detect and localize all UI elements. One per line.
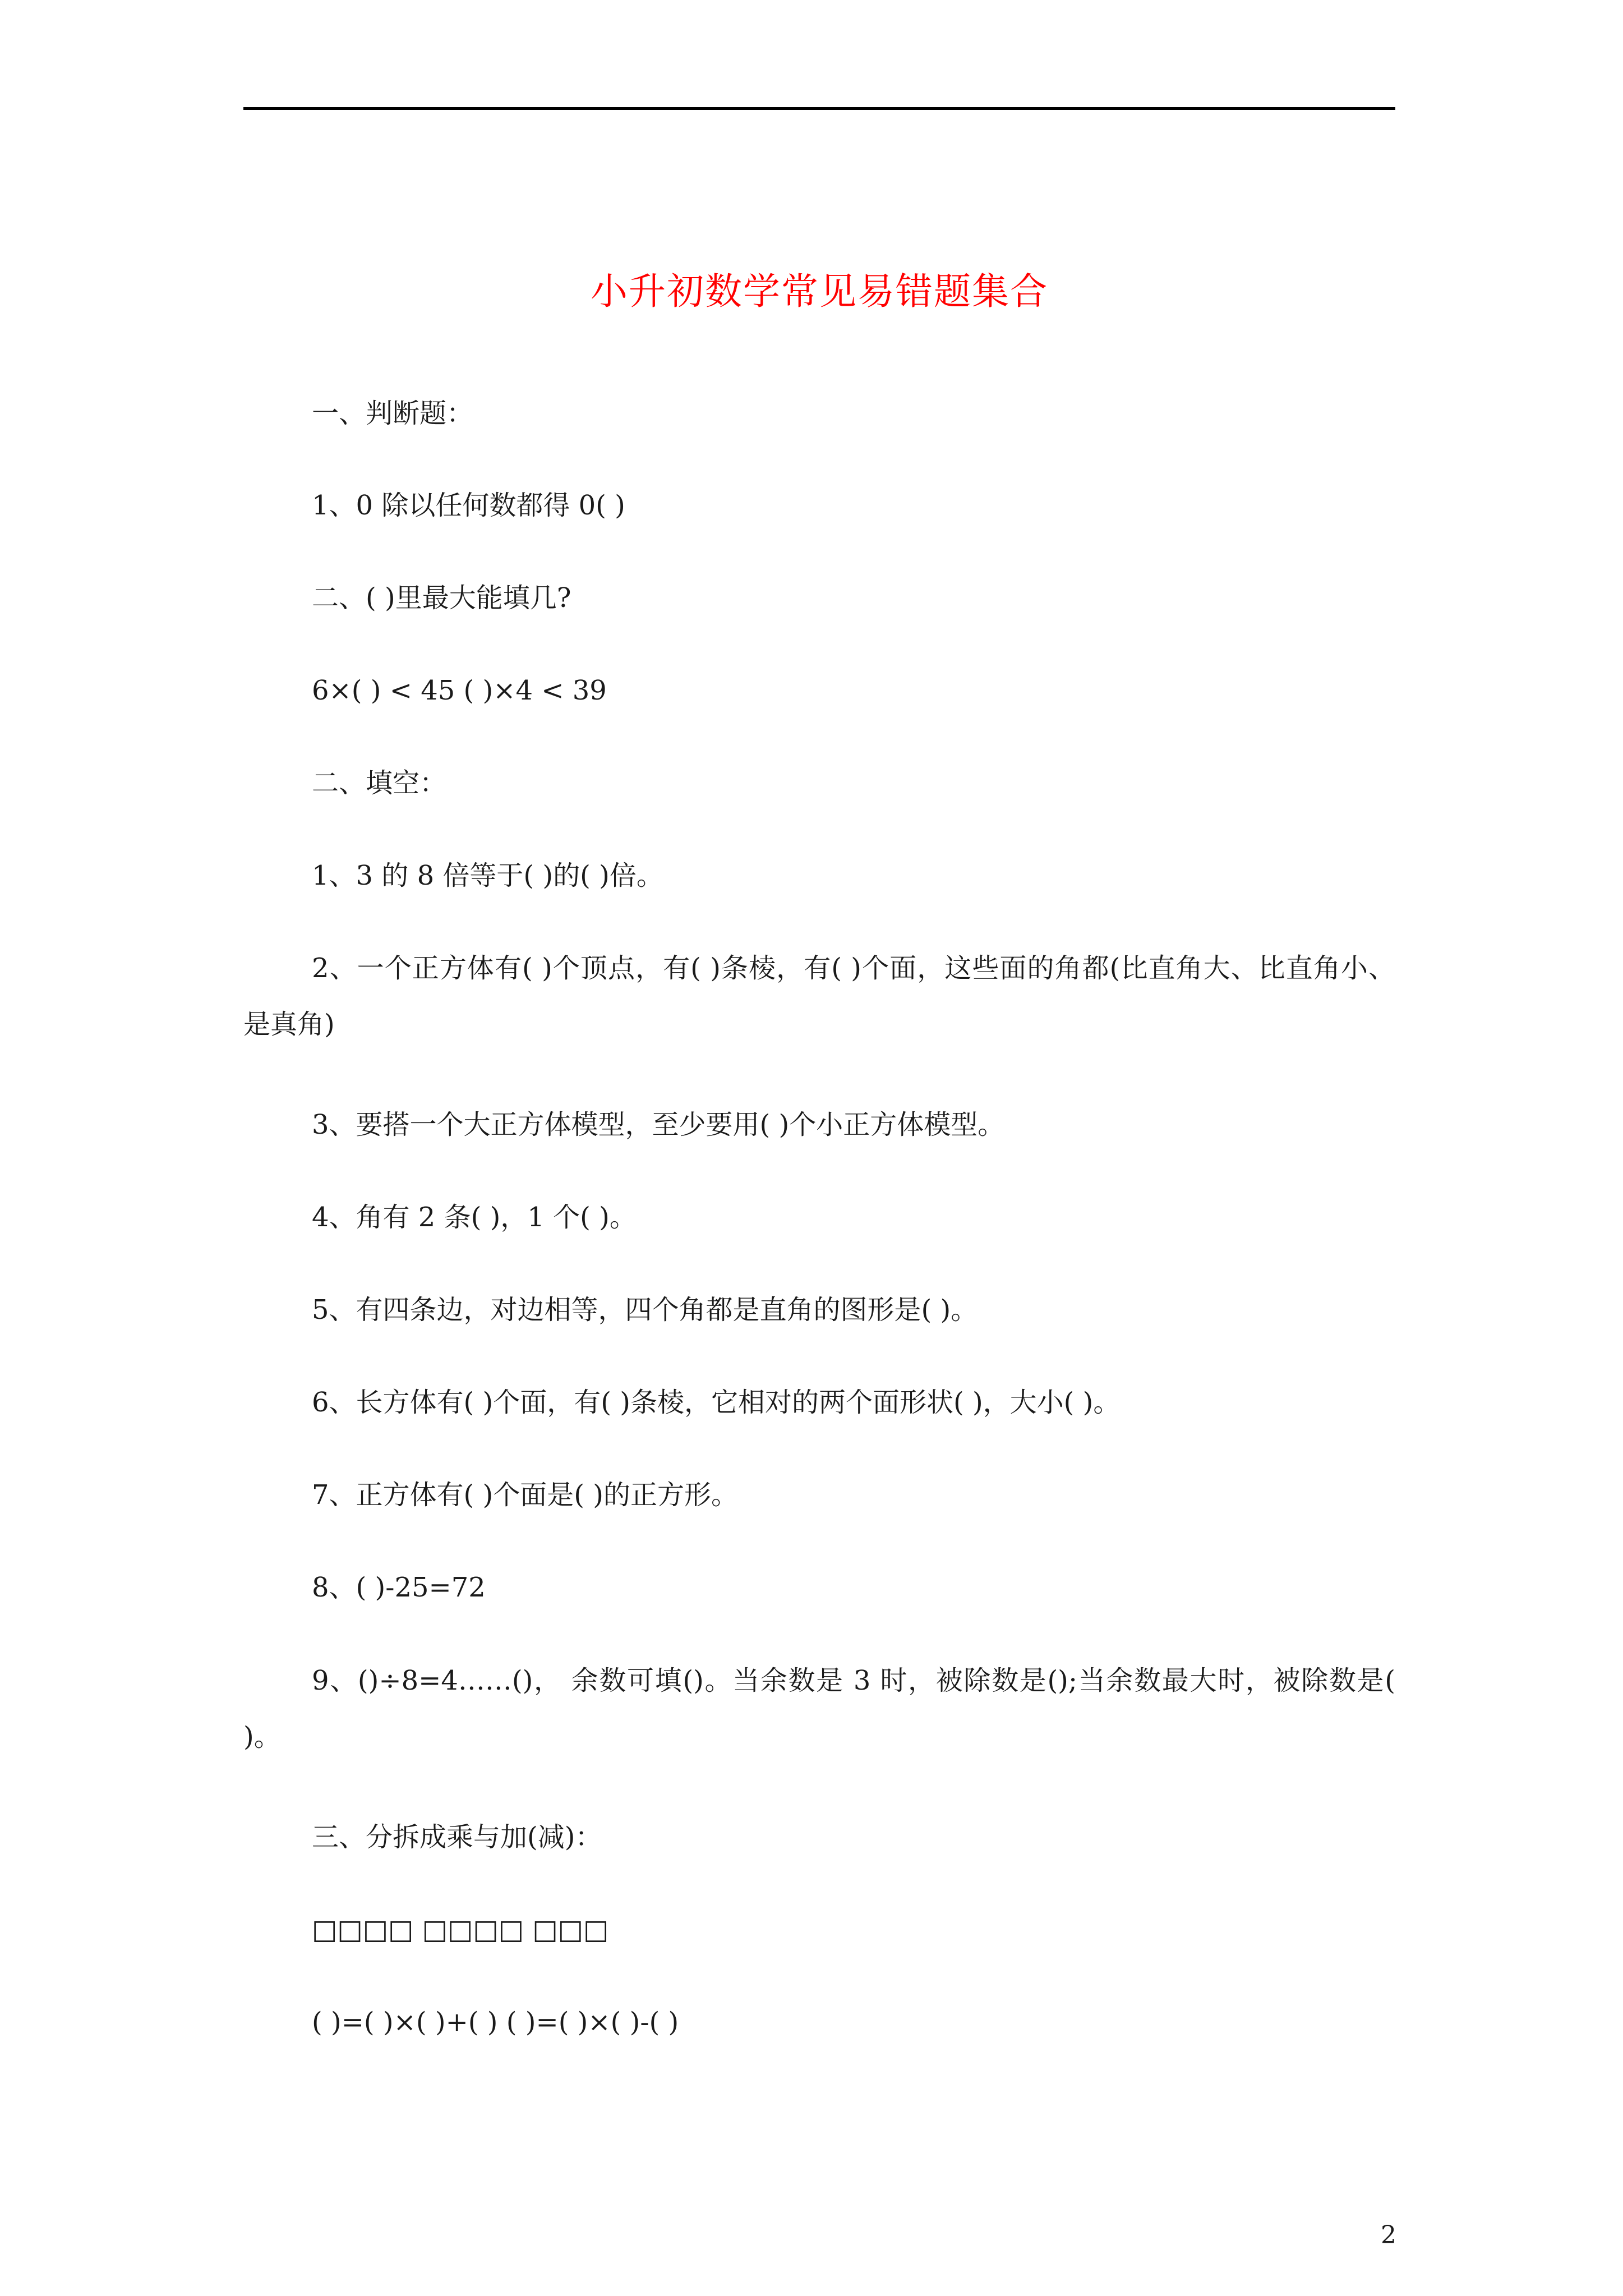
section-heading-decompose: 三、分拆成乘与加(减)： — [312, 1821, 602, 1853]
fill-question-3: 3、要搭一个大正方体模型，至少要用( )个小正方体模型。 — [312, 1109, 1005, 1140]
decompose-boxes: □□□□ □□□□ □□□ — [312, 1914, 609, 1945]
section-heading-fill-blank: 二、填空： — [312, 767, 447, 799]
section-heading-judgement: 一、判断题： — [312, 398, 474, 429]
fill-question-2: 2、一个正方体有( )个顶点，有( )条棱，有( )个面，这些面的角都(比直角大、比直角小、是真角) — [243, 953, 1395, 1040]
judgement-question-1: 1、0 除以任何数都得 0( ) — [312, 490, 625, 521]
document-title: 小升初数学常见易错题集合 — [591, 270, 1048, 313]
section-heading-max-fill: 二、( )里最大能填几? — [312, 582, 571, 614]
decompose-expression: ( )=( )×( )+( ) ( )=( )×( )-( ) — [312, 2007, 679, 2038]
max-fill-expression: 6×( ) < 45 ( )×4 < 39 — [312, 675, 607, 706]
fill-question-1: 1、3 的 8 倍等于( )的( )倍。 — [312, 860, 663, 891]
fill-question-5: 5、有四条边，对边相等，四个角都是直角的图形是( )。 — [312, 1294, 978, 1326]
fill-question-8: 8、( )-25=72 — [312, 1572, 486, 1603]
fill-question-6: 6、长方体有( )个面，有( )条棱，它相对的两个面形状( )，大小( )。 — [312, 1387, 1121, 1418]
fill-question-4: 4、角有 2 条( )，1 个( )。 — [312, 1202, 637, 1233]
fill-question-7: 7、正方体有( )个面是( )的正方形。 — [312, 1479, 738, 1511]
fill-question-9: 9、()÷8=4……()， 余数可填()。当余数是 3 时，被除数是();当余数最大时，被除数是( )。 — [243, 1665, 1395, 1752]
page-number: 2 — [1381, 2221, 1396, 2249]
header-rule — [243, 107, 1395, 110]
